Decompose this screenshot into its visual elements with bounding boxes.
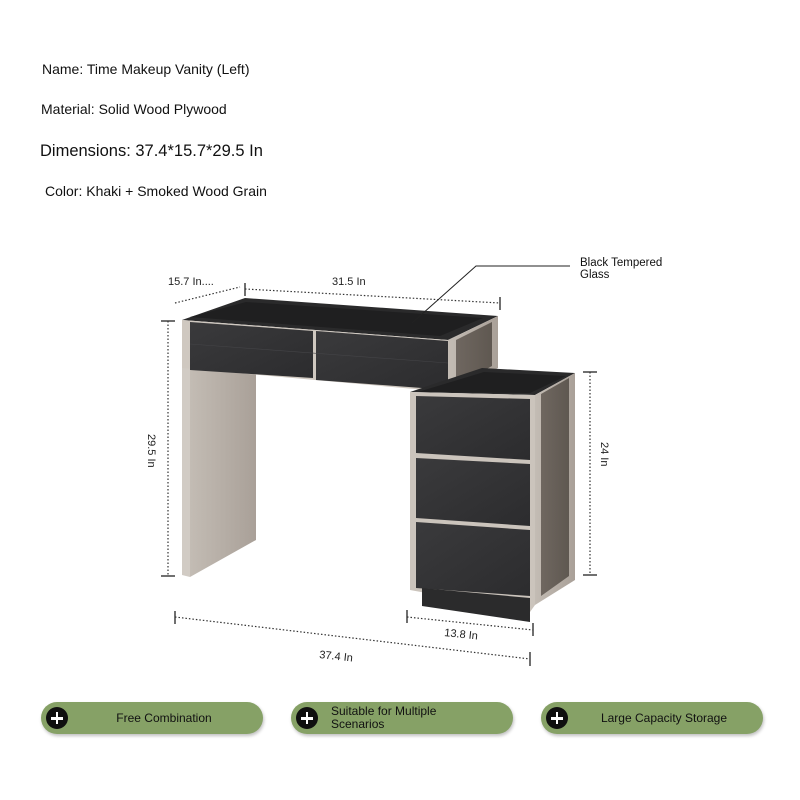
feature-label: Free Combination (116, 710, 212, 725)
feature-free-combination (41, 702, 263, 734)
cabinet-drawer-3 (416, 522, 530, 596)
cabinet-drawer-1 (416, 396, 530, 460)
desk-drawer-left (190, 322, 313, 378)
feature-label (331, 702, 507, 734)
cabinet-drawer-2 (416, 458, 530, 526)
drawer-cabinet (410, 368, 575, 622)
spec-dimensions: Dimensions: 37.4*15.7*29.5 In (40, 142, 263, 160)
spec-color: Color: Khaki + Smoked Wood Grain (45, 183, 267, 199)
desk-drawer-right (316, 331, 448, 390)
plus-icon (546, 707, 568, 729)
feature-large-capacity-storage (541, 702, 763, 734)
feature-label-line2: Scenarios (331, 717, 385, 731)
feature-multiple-scenarios (291, 702, 513, 734)
height-label: 29.5 In (145, 434, 157, 468)
spec-name: Name: Time Makeup Vanity (Left) (42, 61, 250, 77)
depth-label: 15.7 In.... (168, 276, 214, 288)
total-width-label: 37.4 In (318, 649, 354, 665)
feature-label: Large Capacity Storage (600, 710, 728, 725)
glass-callout-line1: Black Tempered (580, 257, 663, 269)
feature-label-line1: Suitable for Multiple (331, 704, 437, 718)
cabinet-width-label: 13.8 In (443, 627, 479, 643)
plus-icon (296, 707, 318, 729)
glass-callout-line2: Glass (580, 269, 610, 281)
plus-icon (46, 707, 68, 729)
cabinet-height-label: 24 In (598, 442, 610, 467)
desk-width-label: 31.5 In (332, 276, 366, 288)
spec-material: Material: Solid Wood Plywood (41, 101, 227, 117)
